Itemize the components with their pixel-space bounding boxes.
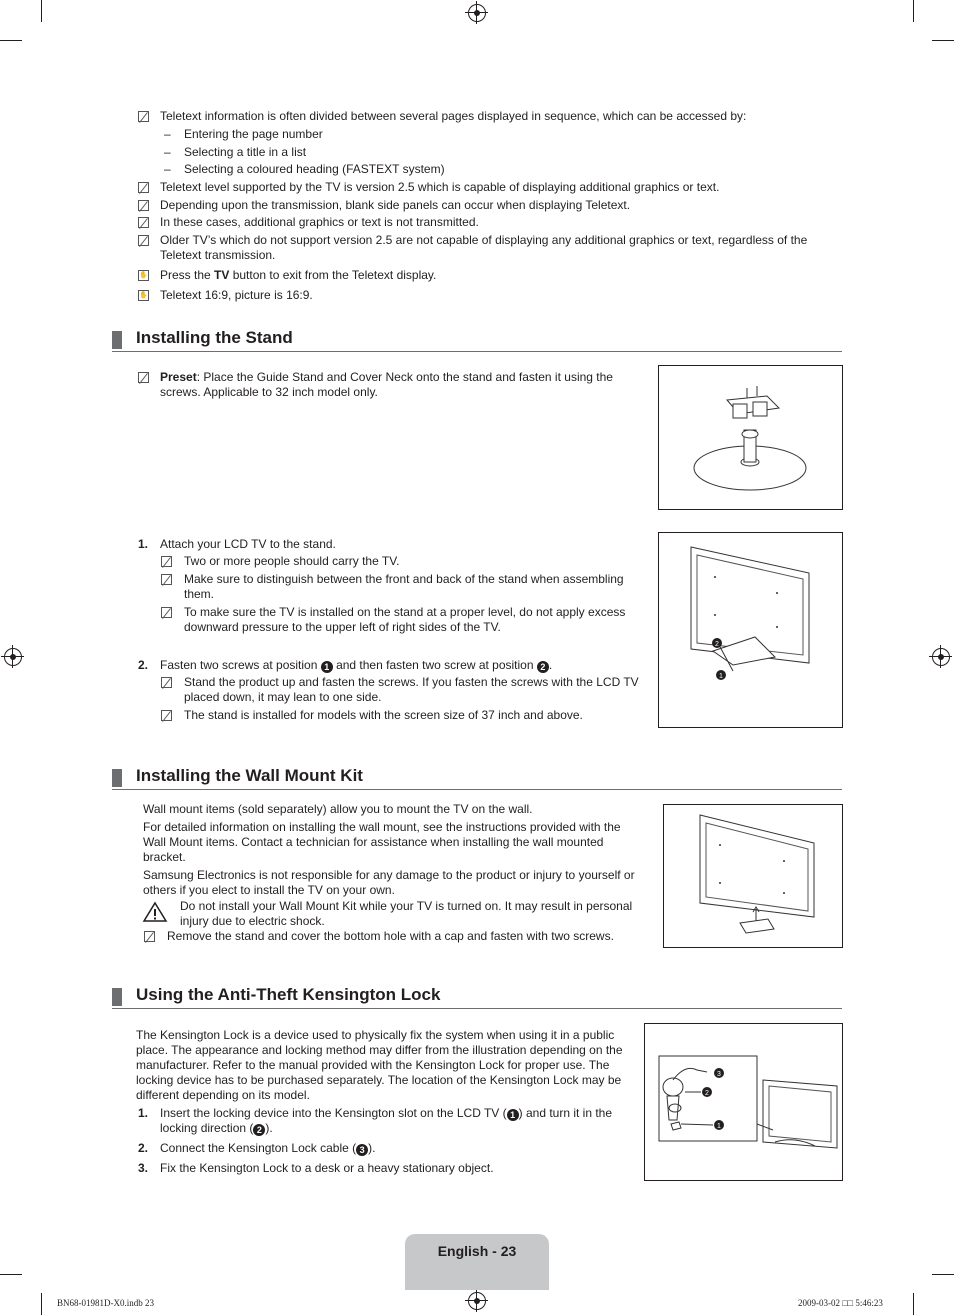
step-text: Insert the locking device into the Kensington slot on the LCD TV ( 1 ) and turn it in the locking direction ( 2 ). [160, 1106, 613, 1135]
note-icon [138, 200, 149, 211]
svg-text:3: 3 [717, 1071, 721, 1078]
section-marker [112, 988, 122, 1006]
note-text: Make sure to distinguish between the front and back of the stand when assembling them. [184, 572, 624, 601]
note-icon [161, 556, 172, 567]
list-dash: – [164, 127, 171, 141]
crop-mark [932, 40, 954, 41]
section-title: Using the Anti-Theft Kensington Lock [136, 985, 441, 1004]
warning-text: Do not install your Wall Mount Kit while your TV is turned on. It may result in personal injury due to electric shock. [180, 899, 633, 928]
note-text: Teletext level supported by the TV is version 2.5 which is capable of displaying additional graphics or text. [160, 180, 720, 194]
note-icon [161, 677, 172, 688]
tv-on-stand-illustration [658, 532, 843, 728]
paragraph: For detailed information on installing the wall mount, see the instructions provided with the Wall Mount items. Contact a technician for assistance when installing the wall mounted bracket. [143, 820, 621, 864]
note-icon [161, 574, 172, 585]
section-title: Installing the Wall Mount Kit [136, 766, 363, 785]
registration-mark-icon [468, 4, 486, 22]
crop-mark [41, 0, 42, 22]
crop-mark [913, 0, 914, 22]
svg-text:2: 2 [715, 641, 719, 648]
note-text: Remove the stand and cover the bottom hole with a cap and fasten with two screws. [167, 929, 614, 943]
note-text: Teletext information is often divided between several pages displayed in sequence, which can be accessed by: [160, 109, 747, 123]
note-text: In these cases, additional graphics or text is not transmitted. [160, 215, 479, 229]
note-icon [161, 710, 172, 721]
note-icon [138, 111, 149, 122]
step-text: Fasten two screws at position 1 and then fasten two screw at position 2 . [160, 658, 553, 672]
print-date: 2009-03-02 □□ 5:46:23 [798, 1298, 883, 1308]
registration-mark-icon [932, 648, 950, 666]
page-number: English - 23 [437, 1243, 517, 1259]
note-text: Press the TV button to exit from the Teletext display. [160, 268, 437, 282]
list-item: Entering the page number [184, 127, 323, 141]
section-title: Installing the Stand [136, 328, 293, 347]
step-text: Attach your LCD TV to the stand. [160, 537, 336, 551]
paragraph: Samsung Electronics is not responsible for any damage to the product or injury to yourself or others if you elect to install the TV on your own. [143, 868, 635, 897]
registration-mark-icon [4, 648, 22, 666]
section-marker [112, 331, 122, 349]
list-dash: – [164, 162, 171, 176]
paragraph: The Kensington Lock is a device used to physically fix the system when using it in a public place. The appearance and locking method may differ from the illustration depending on the manufacturer. Refer to the manual provided with the Kensington Lock for proper use. The locking device has to be purchased separately. The location of the Kensington Lock may be different depending on its model. [136, 1028, 623, 1102]
note-text: Older TV’s which do not support version 2.5 are not capable of displaying any additional graphics or text, regardless of the Teletext transmission. [160, 233, 808, 262]
crop-mark [0, 1274, 22, 1275]
crop-mark [41, 1293, 42, 1315]
note-icon [138, 182, 149, 193]
step-number: 1. [138, 537, 149, 551]
warning-icon [142, 901, 168, 923]
stand-assembly-illustration [658, 365, 843, 510]
list-item: Selecting a coloured heading (FASTEXT system) [184, 162, 445, 176]
list-item: Selecting a title in a list [184, 145, 307, 159]
hint-icon: ✋ [139, 272, 148, 279]
section-marker [112, 769, 122, 787]
section-divider [112, 1008, 842, 1009]
note-icon [144, 931, 155, 942]
registration-mark-icon [468, 1292, 486, 1310]
section-divider [112, 789, 842, 790]
note-text: The stand is installed for models with the screen size of 37 inch and above. [184, 708, 583, 722]
note-icon [161, 607, 172, 618]
file-info: BN68-01981D-X0.indb 23 [57, 1298, 154, 1308]
step-number: 3. [138, 1161, 149, 1175]
hint-icon: ✋ [139, 292, 148, 299]
section-divider [112, 351, 842, 352]
step-text: Fix the Kensington Lock to a desk or a heavy stationary object. [160, 1161, 494, 1175]
note-icon [138, 217, 149, 228]
step-text: Connect the Kensington Lock cable ( 3 ). [160, 1141, 376, 1155]
svg-text:1: 1 [717, 1123, 721, 1130]
list-dash: – [164, 145, 171, 159]
kensington-lock-illustration [644, 1023, 843, 1181]
crop-mark [0, 40, 22, 41]
note-icon [138, 372, 149, 383]
step-number: 2. [138, 1141, 149, 1155]
note-text: Stand the product up and fasten the screws. If you fasten the screws with the LCD TV placed down, it may lean to one side. [184, 675, 639, 704]
crop-mark [913, 1293, 914, 1315]
svg-text:1: 1 [719, 673, 723, 680]
preset-text: Preset: Place the Guide Stand and Cover Neck onto the stand and fasten it using the screws. Applicable to 32 inch model only. [160, 370, 613, 399]
paragraph: Wall mount items (sold separately) allow you to mount the TV on the wall. [143, 802, 533, 816]
note-text: To make sure the TV is installed on the stand at a proper level, do not apply excess downward pressure to the upper left of right sides of the TV. [184, 605, 626, 634]
note-text: Teletext 16:9, picture is 16:9. [160, 288, 313, 302]
crop-mark [932, 1274, 954, 1275]
step-number: 2. [138, 658, 149, 672]
note-text: Two or more people should carry the TV. [184, 554, 400, 568]
note-text: Depending upon the transmission, blank side panels can occur when displaying Teletext. [160, 198, 631, 212]
svg-text:2: 2 [705, 1090, 709, 1097]
step-number: 1. [138, 1106, 149, 1120]
wall-mount-illustration [663, 804, 843, 948]
note-icon [138, 235, 149, 246]
